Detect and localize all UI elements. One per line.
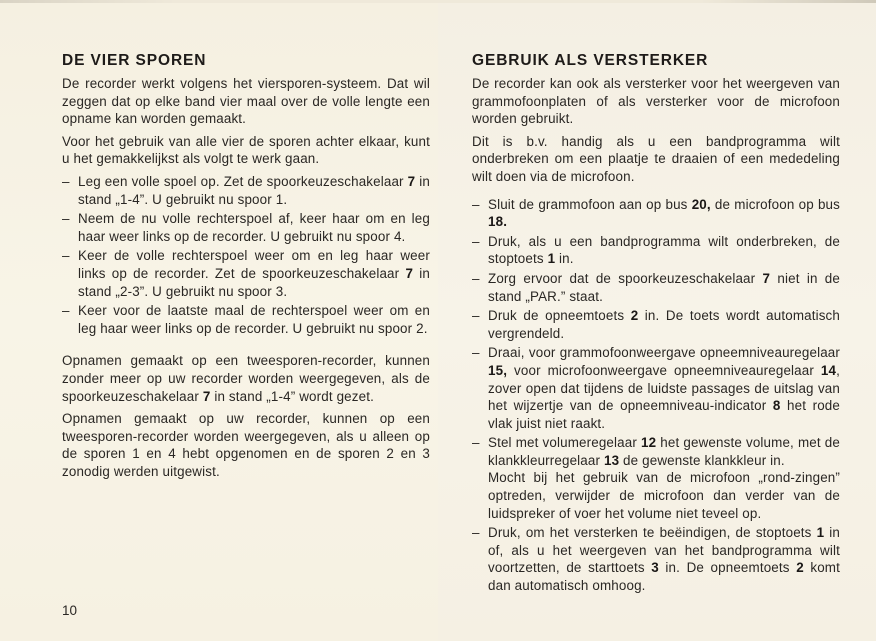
list-item: – Leg een volle spoel op. Zet de spoorkeuzeschakelaar 7 in stand „1-4”. U gebruikt nu spoor 1. [62,173,431,207]
list-item: – Druk, als u een bandprogramma wilt onderbreken, de stoptoets 1 in. [472,233,840,267]
page-top-edge [0,0,876,3]
dash-bullet: – [472,525,480,541]
note-text: Mocht bij het gebruik van de microfoon „rond-zingen” optreden, verwijder de microfoon dan verder van de luidspreker of voer het volume niet teveel op. [488,470,840,521]
dash-bullet: – [62,303,70,319]
section-heading-versterker: GEBRUIK ALS VERSTERKER [472,52,709,69]
dash-bullet: – [62,173,70,189]
dash-bullet: – [472,196,480,212]
list-item: – Druk de opneemtoets 2 in. De toets wordt automatisch vergrendeld. [472,308,841,341]
dash-bullet: – [472,345,480,361]
dash-bullet: – [472,270,480,286]
paragraph: Opnamen gemaakt op een tweesporen-recorder, kunnen zonder meer op uw recorder worden weergegeven, als de spoorkeuzeschakelaar 7 in stand „1-4” wordt gezet. [62,353,430,404]
paragraph: De recorder kan ook als versterker voor het weergeven van grammofoonplaten of als versterker voor de microfoon worden gebruikt. [472,76,840,127]
left-column [62,52,430,485]
list-item: – Sluit de grammofoon aan op bus 20, de microfoon op bus 18. [472,196,840,230]
steps-list [62,173,430,337]
paragraph: Voor het gebruik van alle vier de sporen achter elkaar, kunt u het gemakkelijkst als volgt te werk gaan. [62,133,430,167]
list-item: – Keer de volle rechterspoel weer om en leg haar weer links op de recorder. Zet de spoorkeuzeschakelaar 7 in stand „2-3”. U gebruikt nu spoor 3. [62,248,430,299]
list-item: – Stel met volumeregelaar 12 het gewenste volume, met de klankkleurregelaar 13 de gewenste klankkleur in. Mocht bij het gebruik van de microfoon „rond-zingen” optreden, verwijder de microfoon dan verder van de luidspreker of voer het volume niet teveel op. [472,435,840,521]
section-heading-vier-sporen: DE VIER SPOREN [62,52,207,69]
dash-bullet: – [472,308,480,324]
dash-bullet: – [472,233,480,249]
list-item: – Zorg ervoor dat de spoorkeuzeschakelaar 7 niet in de stand „PAR.” staat. [472,270,840,304]
steps-list [472,196,840,595]
list-item: – Draai, voor grammofoonweergave opneemniveauregelaar 15, voor microfoonweergave opneemniveauregelaar 14, zover open dat tijdens de luidste passages de uitslag van het wijzertje van de opneemniveau-indicator 8 het rode vlak juist niet raakt. [472,345,840,431]
dash-bullet: – [62,211,70,227]
paragraph: Dit is b.v. handig als u een bandprogramma wilt onderbreken om een plaatje te draaien of een mededeling wilt doen via de microfoon. [472,133,840,184]
paragraph: Opnamen gemaakt op uw recorder, kunnen op een tweesporen-recorder worden weergegeven, als u alleen op de sporen 1 en 4 hebt opgenomen en de sporen 2 en 3 zonodig werden uitgewist. [62,411,430,479]
right-column [472,52,840,600]
list-item: – Neem de nu volle rechterspoel af, keer haar om en leg haar weer links op de recorder. U gebruikt nu spoor 4. [62,211,430,244]
page-number: 10 [62,603,78,618]
paragraph: De recorder werkt volgens het viersporen-systeem. Dat wil zeggen dat op elke band vier maal over de volle lengte een opname kan worden gemaakt. [62,76,430,127]
dash-bullet: – [62,248,70,264]
dash-bullet: – [472,435,480,451]
list-item: – Druk, om het versterken te beëindigen, de stoptoets 1 in of, als u het weergeven van het bandprogramma wilt voortzetten, de starttoets 3 in. De opneemtoets 2 komt dan automatisch omhoog. [472,525,841,594]
list-item: – Keer voor de laatste maal de rechterspoel weer om en leg haar weer links op de recorder. U gebruikt nu spoor 2. [62,303,430,336]
